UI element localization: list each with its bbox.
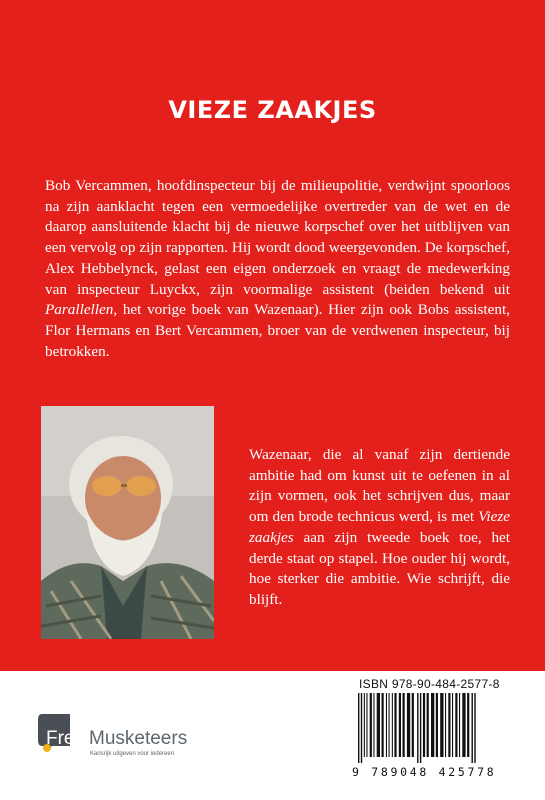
bio-part1: Wazenaar, die al vanaf zijn dertiende ambitie had om kunst uit te oefenen in al zijn vormen, ook het schrijven dus, maar om den brode technicus werd, is met [249,446,510,526]
publisher-name-musketeers: Musketeers [89,728,188,749]
synopsis-part1: Bob Vercammen, hoofdinspecteur bij de milieupolitie, verdwijnt spoorloos na zijn aanklacht tegen een vermoedelijke overtreder van de wet en de daarop aansluitende klacht bij de nieuwe korpschef over het uitblijven van een vervolg op zijn rapporten. Hij wordt dood weergevonden. De korpschef, Alex Hebbelynck, gelast een eigen onderzoek en vraagt de medewerking van inspecteur Luyckx, zijn voormalige assistent (beiden bekend uit [45,177,510,298]
publisher-name-free: Free [46,728,86,749]
bio-italic-title: Vieze zaakjes [249,508,510,546]
bio-part2: aan zijn tweede boek toe, het derde staat op stapel. Hoe ouder hij wordt, hoe sterker die ambitie. Wie schrijft, die blijft. [249,528,510,608]
barcode-icon [352,693,524,763]
author-photo [41,406,214,639]
author-bio [249,445,510,611]
isbn-label: ISBN 978-90-484-2577-8 [359,677,500,691]
synopsis-part2: , het vorige boek van Wazenaar). Hier zijn ook Bobs assistent, Flor Hermans en Bert Vercammen, broer van de verdwenen inspecteur, bij betrokken. [45,301,510,360]
synopsis-text [45,176,510,362]
publisher-logo [38,712,198,767]
barcode-digits: 9 789048 425778 [352,765,497,779]
book-title: VIEZE ZAAKJES [168,96,377,124]
synopsis-italic-title: Parallellen [45,301,114,319]
publisher-tagline: Kansrijk uitgeven voor iedereen [90,751,175,757]
author-portrait-icon [41,406,214,639]
